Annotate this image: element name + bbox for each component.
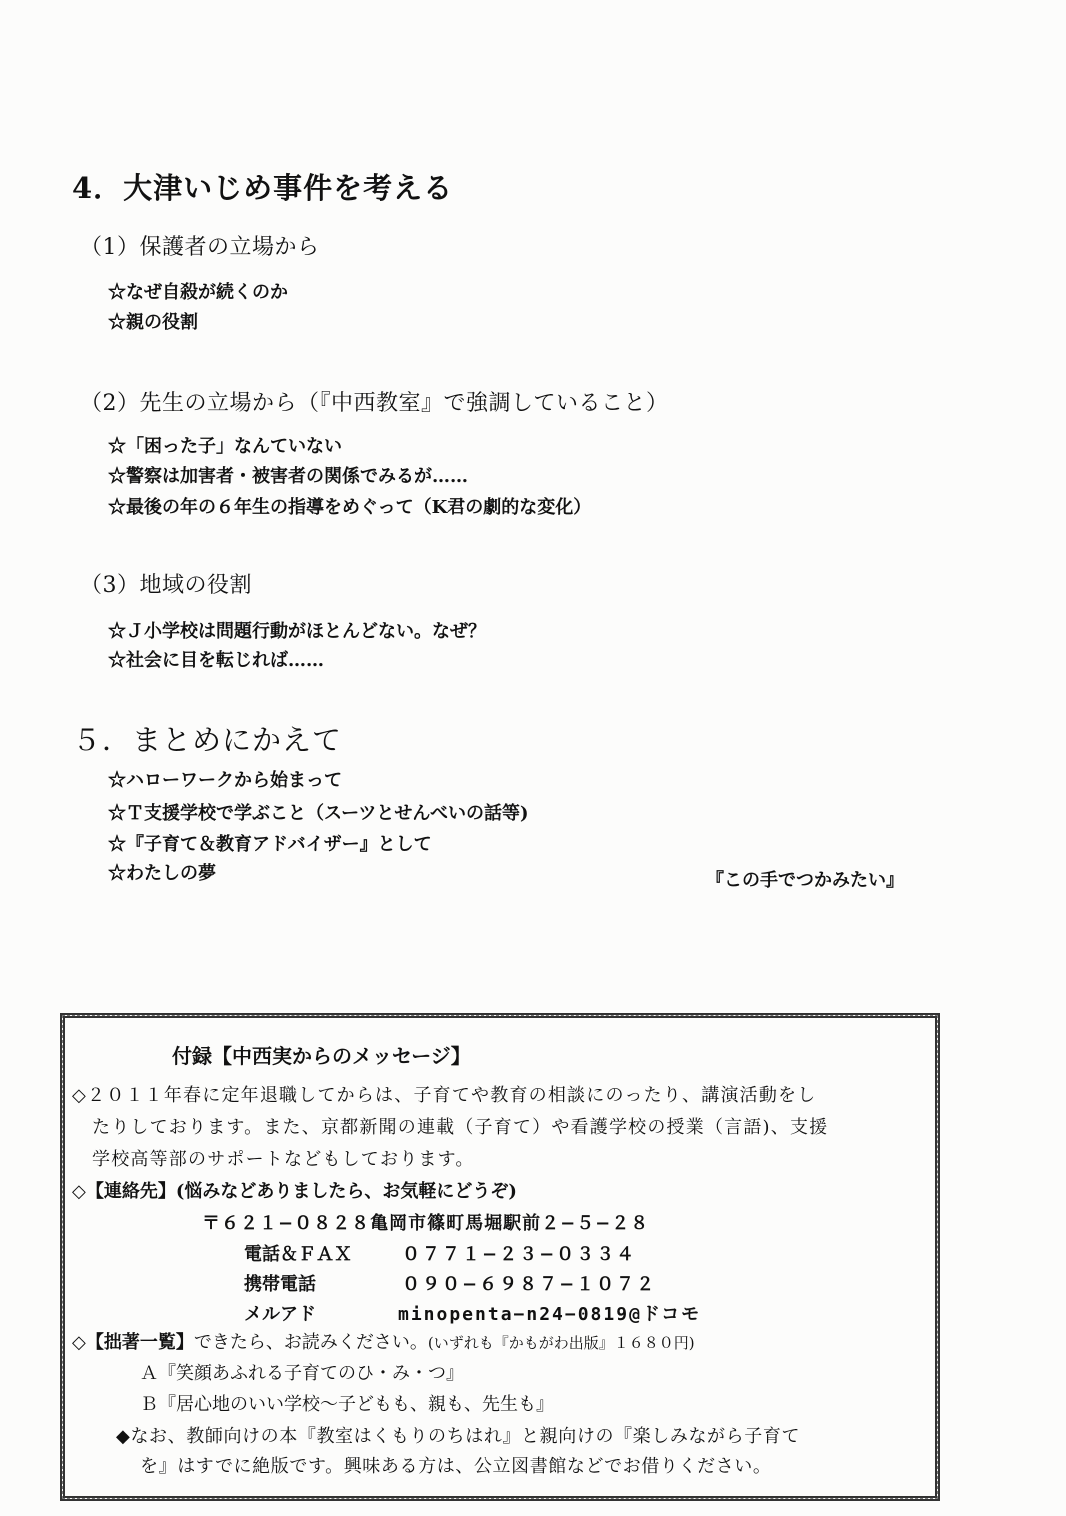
sub1-item-1: ☆なぜ自殺が続くのか (108, 282, 288, 303)
sub3-item-1: ☆Ｊ小学校は問題行動がほとんどない。なぜ？ (108, 621, 486, 642)
section4-title: 4．大津いじめ事件を考える (72, 171, 454, 205)
sub1-title: （1）保護者の立場から (80, 235, 320, 260)
section5-item-4: ☆わたしの夢 (108, 863, 216, 884)
appendix-title: 付録【中西実からのメッセージ】 (172, 1044, 471, 1068)
section5-item-3: ☆『子育て＆教育アドバイザー』として (108, 834, 432, 855)
section5-title: ５．まとめにかえて (72, 723, 343, 757)
book-b: Ｂ『居心地のいい学校〜子どもも、親も、先生も』 (140, 1394, 554, 1415)
book-a: Ａ『笑顔あふれる子育てのひ・み・つ』 (140, 1363, 464, 1384)
tel-label: 電話＆ＦＡＸ (244, 1244, 352, 1265)
contact-address: 〒６２１−０８２８亀岡市篠町馬堀駅前２−５−２８ (202, 1213, 650, 1234)
mail-value: minopenta−n24−0819@ドコモ (398, 1304, 702, 1325)
sub3-title: （3）地域の役割 (80, 573, 252, 598)
tel-value: ０７７１−２３−０３３４ (402, 1244, 637, 1265)
dream-quote: 『この手でつかみたい』 (706, 870, 904, 891)
sub2-item-2: ☆警察は加害者・被害者の関係でみるが…… (108, 466, 468, 487)
mobile-value: ０９０−６９８７−１０７２ (402, 1274, 657, 1295)
out-of-print-line-1: ◆なお、教師向けの本『教室はくもりのちはれ』と親向けの『楽しみながら子育て (116, 1426, 801, 1447)
sub2-item-3: ☆最後の年の６年生の指導をめぐって（K君の劇的な変化） (108, 497, 592, 518)
books-line (72, 1328, 695, 1354)
appendix-intro-line-2: たりしております。また、京都新聞の連載（子育て）や看護学校の授業（言語)、支援 (92, 1117, 829, 1138)
books-heading-rest: できたら、お読みください。 (193, 1332, 428, 1353)
appendix-intro-line-3: 学校高等部のサポートなどもしております。 (92, 1149, 475, 1170)
books-heading: ◇【拙著一覧】 (72, 1332, 194, 1353)
books-note: (いずれも『かもがわ出版』１６８０円) (427, 1334, 695, 1352)
section5-item-2: ☆Ｔ支援学校で学ぶこと（スーツとせんべいの話等) (108, 803, 529, 824)
sub2-item-1: ☆「困った子」なんていない (108, 436, 342, 457)
contact-heading: ◇【連絡先】(悩みなどありましたら、お気軽にどうぞ) (72, 1181, 517, 1202)
mail-label: メルアド (244, 1304, 316, 1325)
appendix-intro-line-1: ◇２０１１年春に定年退職してからは、子育てや教育の相談にのったり、講演活動をし (72, 1085, 817, 1106)
sub3-item-2: ☆社会に目を転じれば…… (108, 650, 324, 671)
sub1-item-2: ☆親の役割 (108, 312, 198, 333)
section5-item-1: ☆ハローワークから始まって (108, 770, 342, 791)
sub2-title: （2）先生の立場から（『中西教室』で強調していること） (80, 391, 669, 416)
out-of-print-line-2: を』はすでに絶版です。興味ある方は、公立図書館などでお借りください。 (140, 1456, 772, 1477)
mobile-label: 携帯電話 (244, 1274, 316, 1295)
